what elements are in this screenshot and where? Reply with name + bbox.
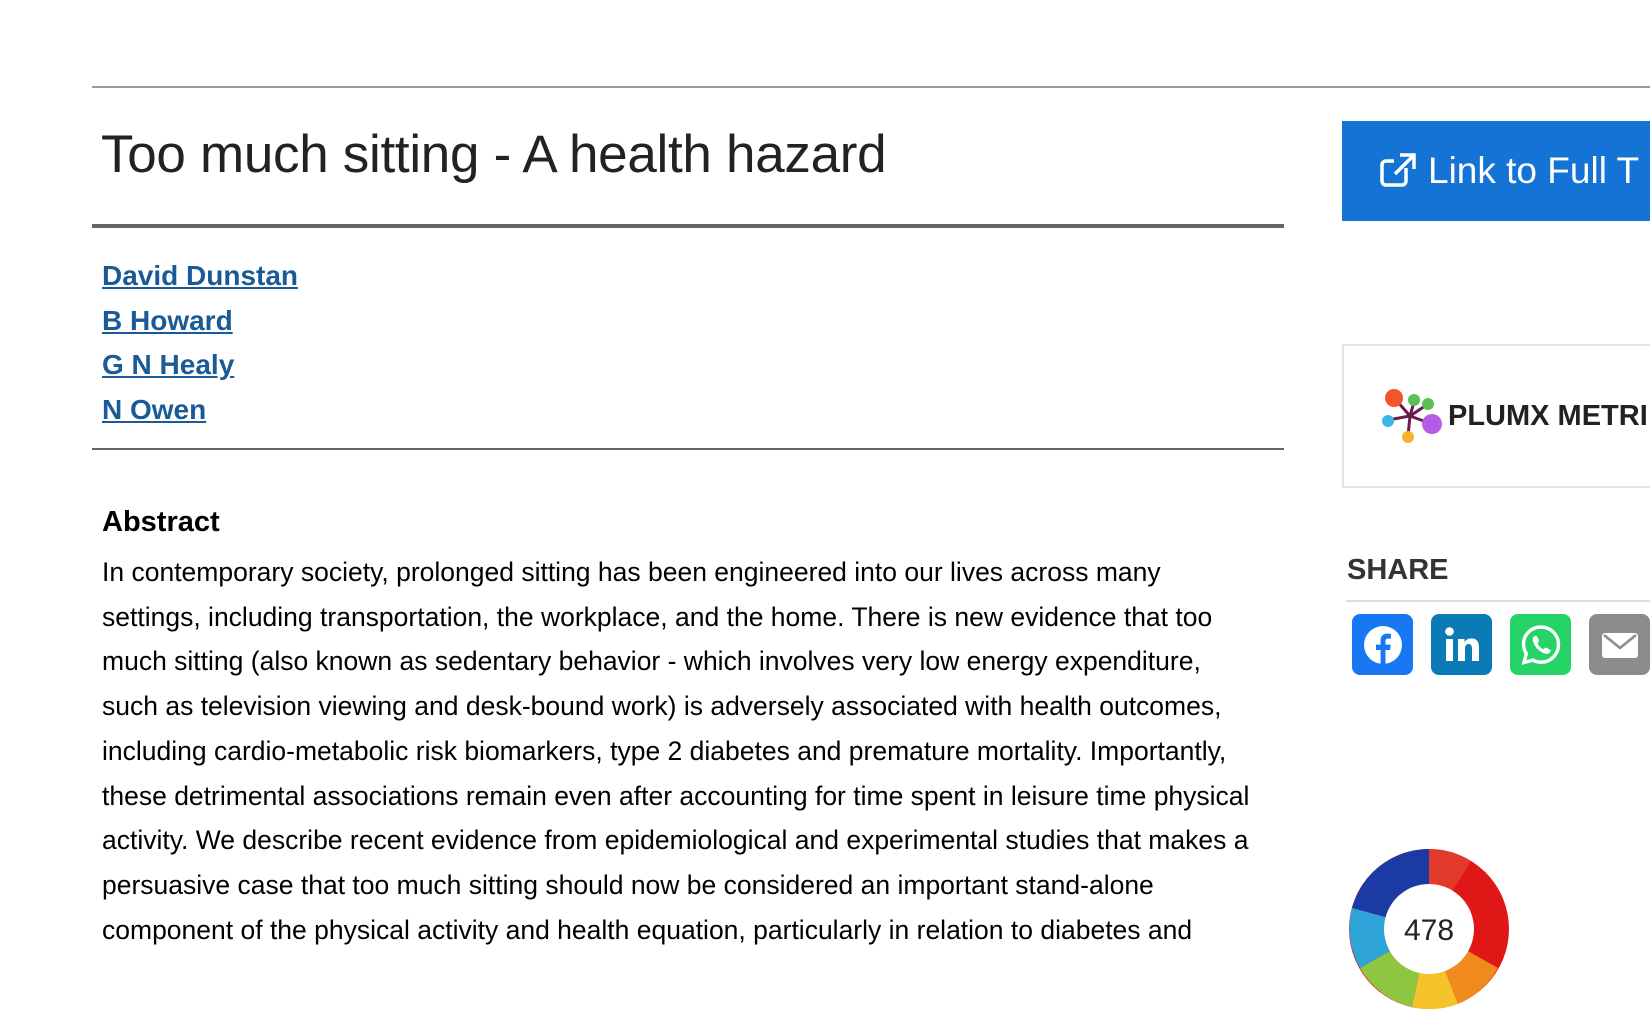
author-list [102,254,298,433]
email-icon [1598,623,1642,667]
title-divider [92,224,1284,228]
linkedin-icon [1440,623,1484,667]
author-link[interactable]: G N Healy [102,349,235,381]
full-text-label: Link to Full T [1428,150,1640,191]
share-facebook-button[interactable] [1352,614,1413,675]
share-buttons [1352,614,1650,675]
facebook-icon [1361,623,1405,667]
article-title: Too much sitting - A health hazard [101,125,887,184]
share-divider [1346,600,1650,602]
whatsapp-icon [1519,623,1563,667]
author-link[interactable]: David Dunstan [102,260,299,291]
plumx-logo-icon [1380,386,1446,446]
share-heading: SHARE [1347,554,1449,586]
plumx-metrics-widget[interactable] [1342,344,1650,488]
abstract-heading: Abstract [102,506,220,538]
link-to-full-text-button[interactable] [1342,121,1650,221]
share-email-button[interactable] [1589,614,1650,675]
plumx-label: PLUMX METRI [1448,399,1648,432]
author-link[interactable]: N Owen [102,394,207,426]
authors-divider [92,448,1284,450]
author-link[interactable]: B Howard [102,304,233,336]
altmetric-score: 478 [1403,914,1455,947]
share-linkedin-button[interactable] [1431,614,1492,675]
sidebar [1342,0,1650,1000]
share-whatsapp-button[interactable] [1510,614,1571,675]
abstract-text: In contemporary society, prolonged sitting has been engineered into our lives across many settings, including transportation, the workplace, and the home. There is new evidence that too much sitting (also known as sedentary behavior - which involves very low energy expenditure, such as television viewing and desk-bound work) is adversely associated with health outcomes, including cardio-metabolic risk biomarkers, type 2 diabetes and premature mortality. Importantly, these detrimental associations remain even after accounting for time spent in leisure time physical activity. We describe recent evidence from epidemiological and experimental studies that makes a persuasive case that too much sitting should now be considered an important stand-alone component of the physical activity and health equation, particularly in relation to diabetes and [102,557,1250,945]
altmetric-badge[interactable] [1346,846,1512,1012]
external-link-icon [1378,151,1418,191]
